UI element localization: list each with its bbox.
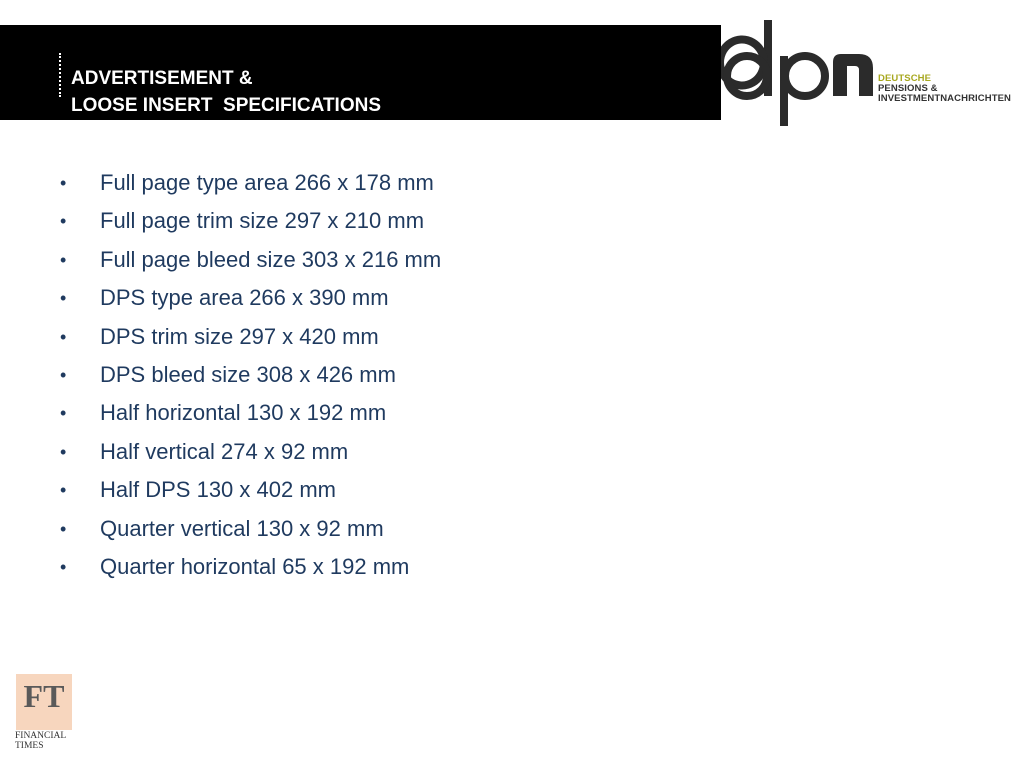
bullet-icon: •	[60, 288, 67, 309]
dpn-tagline-line-3: INVESTMENTNACHRICHTEN	[878, 93, 1011, 104]
bullet-icon: •	[60, 173, 67, 193]
list-item-label: Full page type area 266 x 178 mm	[100, 170, 434, 195]
list-item-label: Half horizontal 130 x 192 mm	[100, 400, 387, 426]
bullet-icon: •	[60, 211, 67, 232]
list-item-label: Quarter vertical 130 x 92 mm	[100, 515, 384, 541]
page-title-line-1: ADVERTISEMENT &	[71, 68, 253, 89]
ft-logo	[14, 674, 76, 756]
list-item-label: Full page bleed size 303 x 216 mm	[100, 246, 442, 272]
list-item-label: DPS type area 266 x 390 mm	[100, 285, 389, 311]
bullet-icon: •	[60, 441, 67, 462]
dpn-tagline	[878, 74, 1011, 104]
page-title-line-2: LOOSE INSERT SPECIFICATIONS	[71, 95, 382, 116]
dpn-tagline-line-2: PENSIONS &	[878, 83, 938, 94]
list-item-label: Full page trim size 297 x 210 mm	[100, 208, 425, 234]
ft-caption-line-2: TIMES	[15, 741, 44, 751]
list-item-label: Quarter horizontal 65 x 192 mm	[100, 553, 410, 579]
list-item-label: DPS trim size 297 x 420 mm	[100, 323, 379, 349]
bullet-icon: •	[60, 556, 67, 577]
dpn-tagline-line-1: DEUTSCHE	[878, 73, 932, 84]
dpn-logo	[721, 18, 1024, 130]
bullet-icon: •	[60, 403, 67, 424]
bullet-icon: •	[60, 249, 67, 270]
list-item-label: Half DPS 130 x 402 mm	[100, 477, 336, 503]
ft-caption	[15, 731, 66, 751]
bullet-icon: •	[60, 480, 67, 501]
list-item-label: Half vertical 274 x 92 mm	[100, 438, 349, 464]
bullet-icon: •	[60, 364, 67, 385]
bullet-icon: •	[60, 326, 67, 347]
title-bar	[0, 25, 721, 120]
title-divider	[59, 53, 61, 97]
ft-caption-line-1: FINANCIAL	[15, 731, 67, 741]
list-item-label: DPS bleed size 308 x 426 mm	[100, 361, 396, 387]
ft-mark: FT	[16, 674, 72, 730]
page-title	[71, 65, 381, 119]
bullet-icon: •	[60, 518, 67, 539]
